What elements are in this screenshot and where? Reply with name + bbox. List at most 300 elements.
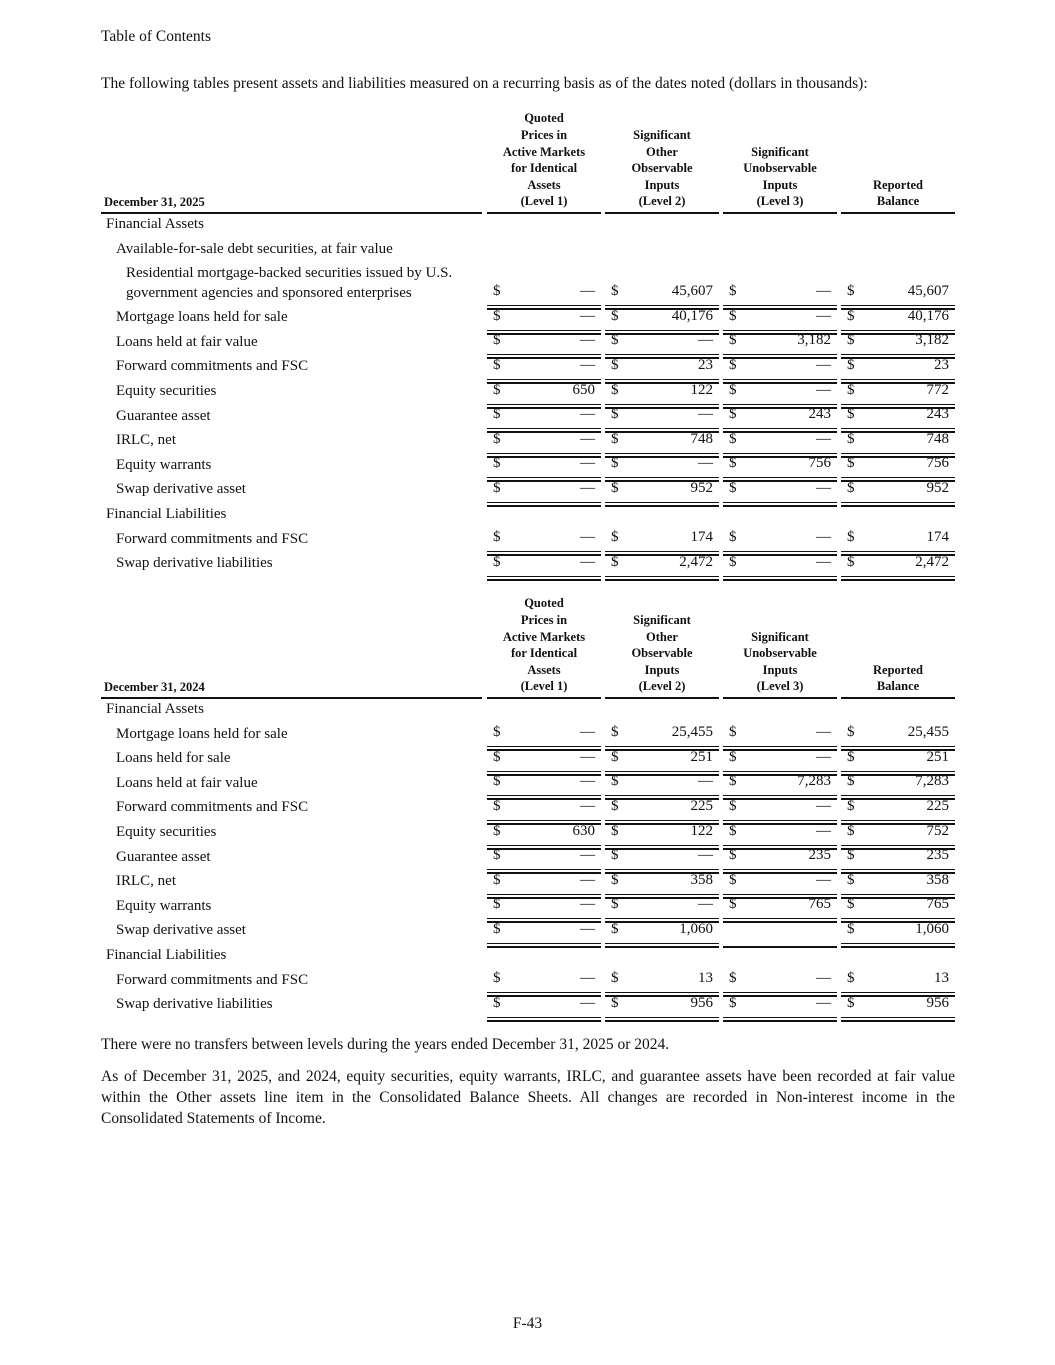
value-cell-l2 xyxy=(605,872,719,892)
column-header-line: Active Markets xyxy=(502,629,586,644)
cell-value: 748 xyxy=(690,430,713,447)
value-cell-bal xyxy=(841,773,955,793)
single-underline xyxy=(841,1017,955,1018)
currency-symbol: $ xyxy=(493,455,501,472)
row-label: Equity securities xyxy=(116,382,217,399)
cell-value: — xyxy=(816,822,831,839)
currency-symbol: $ xyxy=(729,479,737,496)
value-cell-l1 xyxy=(487,431,601,451)
double-underline xyxy=(841,579,955,581)
cell-value: 40,176 xyxy=(671,307,713,324)
currency-symbol: $ xyxy=(493,920,501,937)
table-row xyxy=(101,354,955,379)
currency-symbol: $ xyxy=(847,307,855,324)
column-header-line: Inputs xyxy=(644,662,680,677)
row-label: Loans held at fair value xyxy=(116,774,258,791)
currency-symbol: $ xyxy=(847,406,855,423)
value-cell-l1 xyxy=(487,332,601,352)
cell-value: 13 xyxy=(934,970,949,987)
currency-symbol: $ xyxy=(847,332,855,349)
value-cell-l3 xyxy=(723,332,837,352)
currency-symbol: $ xyxy=(729,896,737,913)
table-row xyxy=(101,330,955,355)
column-header-balance xyxy=(841,177,955,210)
currency-symbol: $ xyxy=(611,773,619,790)
value-cell-l3 xyxy=(723,970,837,990)
value-cell-l1 xyxy=(487,529,601,549)
cell-value: 3,182 xyxy=(797,332,831,349)
currency-symbol: $ xyxy=(611,479,619,496)
table-row xyxy=(101,404,955,429)
table-row xyxy=(101,771,955,796)
cell-value: — xyxy=(816,529,831,546)
cell-value: — xyxy=(580,871,595,888)
currency-symbol: $ xyxy=(493,406,501,423)
cell-value: — xyxy=(580,479,595,496)
cell-value: — xyxy=(580,332,595,349)
currency-symbol: $ xyxy=(847,553,855,570)
cell-value: — xyxy=(580,283,595,300)
table-row xyxy=(101,428,955,453)
afs-subheader xyxy=(101,237,955,262)
section-label: Financial Assets xyxy=(106,216,204,232)
row-label: Loans held for sale xyxy=(116,750,231,767)
cell-value: — xyxy=(580,356,595,373)
value-cell-l1 xyxy=(487,995,601,1015)
value-cell-l1 xyxy=(487,872,601,892)
column-header-line: Balance xyxy=(876,679,920,694)
value-cell-l3 xyxy=(723,823,837,843)
cell-value: 7,283 xyxy=(915,773,949,790)
currency-symbol: $ xyxy=(611,724,619,741)
column-header-line: Unobservable xyxy=(743,646,817,661)
column-header-line: Other xyxy=(646,144,678,159)
table-row xyxy=(101,845,955,870)
value-cell-bal xyxy=(841,872,955,892)
value-cell-l1 xyxy=(487,773,601,793)
cell-value: — xyxy=(580,994,595,1011)
single-underline xyxy=(605,1017,719,1018)
value-cell-l2 xyxy=(605,332,719,352)
currency-symbol: $ xyxy=(847,748,855,765)
cell-value: — xyxy=(580,896,595,913)
value-cell-bal xyxy=(841,896,955,916)
section-label: Financial Liabilities xyxy=(106,505,227,522)
value-cell-bal xyxy=(841,332,955,352)
column-header-line: Inputs xyxy=(762,662,798,677)
note-other-assets: As of December 31, 2025, and 2024, equity securities, equity warrants, IRLC, and guarantee assets have been recorded at fair value within the Other assets line item in the Consolidated Balance Sheets. All changes are recorded in Non-interest income in the Consolidated Statements of Income. xyxy=(101,1068,955,1127)
currency-symbol: $ xyxy=(729,871,737,888)
value-cell-bal xyxy=(841,431,955,451)
cell-value: — xyxy=(698,406,713,423)
cell-value: 3,182 xyxy=(915,332,949,349)
value-cell-bal xyxy=(841,823,955,843)
cell-value: — xyxy=(580,748,595,765)
currency-symbol: $ xyxy=(611,332,619,349)
table-date: December 31, 2024 xyxy=(104,680,205,694)
column-header-line: Quoted xyxy=(524,111,564,126)
value-cell-l2 xyxy=(605,995,719,1015)
single-underline xyxy=(487,1017,601,1018)
value-cell-bal xyxy=(841,357,955,377)
row-label: Swap derivative liabilities xyxy=(116,996,273,1013)
currency-symbol: $ xyxy=(729,847,737,864)
value-cell-l3 xyxy=(723,529,837,549)
value-cell-l2 xyxy=(605,406,719,426)
table-of-contents-link[interactable]: Table of Contents xyxy=(101,28,211,45)
value-cell-bal xyxy=(841,749,955,769)
single-underline xyxy=(841,576,955,577)
table-header xyxy=(101,597,955,697)
currency-symbol: $ xyxy=(611,994,619,1011)
currency-symbol: $ xyxy=(611,822,619,839)
currency-symbol: $ xyxy=(611,307,619,324)
value-cell-bal xyxy=(841,529,955,549)
currency-symbol: $ xyxy=(729,970,737,987)
cell-value: — xyxy=(816,797,831,814)
value-cell-bal xyxy=(841,480,955,500)
cell-value: — xyxy=(698,773,713,790)
cell-value: 45,607 xyxy=(671,283,713,300)
table-row xyxy=(101,379,955,404)
column-header-line: Other xyxy=(646,629,678,644)
value-cell-l2 xyxy=(605,724,719,744)
single-underline xyxy=(723,1017,837,1018)
column-header-line: Inputs xyxy=(762,177,798,192)
cell-value: 243 xyxy=(808,406,831,423)
column-header-line: Balance xyxy=(876,194,920,209)
column-header-level2 xyxy=(605,612,719,695)
cell-value: — xyxy=(580,529,595,546)
column-header-level1 xyxy=(487,595,601,695)
value-cell-bal xyxy=(841,970,955,990)
row-label: Forward commitments and FSC xyxy=(116,358,309,375)
cell-value: — xyxy=(816,307,831,324)
cell-value: 952 xyxy=(690,479,713,496)
cell-value: 251 xyxy=(690,748,713,765)
double-underline xyxy=(723,579,837,581)
row-label: Forward commitments and FSC xyxy=(116,799,309,816)
cell-value: — xyxy=(816,479,831,496)
cell-value: 772 xyxy=(926,381,949,398)
row-label: IRLC, net xyxy=(116,432,176,449)
double-underline xyxy=(487,579,601,581)
cell-value: 358 xyxy=(690,871,713,888)
cell-value: — xyxy=(580,847,595,864)
value-cell-l2 xyxy=(605,970,719,990)
cell-value: 225 xyxy=(690,797,713,814)
currency-symbol: $ xyxy=(493,970,501,987)
value-cell-l1 xyxy=(487,823,601,843)
table-row xyxy=(101,869,955,894)
double-underline xyxy=(723,1020,837,1022)
cell-value: 752 xyxy=(926,822,949,839)
column-header-line: Significant xyxy=(751,629,809,644)
value-cell-l1 xyxy=(487,480,601,500)
value-cell-l3 xyxy=(723,554,837,574)
column-header-line: Significant xyxy=(633,613,691,628)
currency-symbol: $ xyxy=(729,381,737,398)
value-cell-bal xyxy=(841,455,955,475)
column-header-line: (Level 3) xyxy=(756,194,804,209)
currency-symbol: $ xyxy=(493,896,501,913)
currency-symbol: $ xyxy=(847,479,855,496)
cell-value: — xyxy=(816,356,831,373)
value-cell-l3 xyxy=(723,921,837,941)
currency-symbol: $ xyxy=(729,822,737,839)
cell-value: 235 xyxy=(808,847,831,864)
currency-symbol: $ xyxy=(847,773,855,790)
double-underline xyxy=(605,1020,719,1022)
cell-value: 25,455 xyxy=(907,724,949,741)
section-label: Financial Liabilities xyxy=(106,946,227,963)
value-cell-l1 xyxy=(487,406,601,426)
row-label: Guarantee asset xyxy=(116,407,211,424)
note-no-transfers: There were no transfers between levels during the years ended December 31, 2025 or 2024. xyxy=(101,1036,670,1053)
currency-symbol: $ xyxy=(729,724,737,741)
value-cell-l3 xyxy=(723,357,837,377)
table-row xyxy=(101,722,955,747)
value-cell-l1 xyxy=(487,724,601,744)
table-row xyxy=(101,261,955,305)
cell-value: 756 xyxy=(926,455,949,472)
currency-symbol: $ xyxy=(847,529,855,546)
cell-value: 45,607 xyxy=(907,283,949,300)
cell-value: 756 xyxy=(808,455,831,472)
single-underline xyxy=(723,576,837,577)
currency-symbol: $ xyxy=(611,847,619,864)
currency-symbol: $ xyxy=(729,553,737,570)
table-row xyxy=(101,527,955,552)
cell-value: — xyxy=(580,970,595,987)
currency-symbol: $ xyxy=(729,430,737,447)
value-cell-bal xyxy=(841,798,955,818)
cell-value: 765 xyxy=(808,896,831,913)
value-cell-l2 xyxy=(605,749,719,769)
double-underline xyxy=(605,579,719,581)
cell-value: 2,472 xyxy=(679,553,713,570)
column-header-line: Significant xyxy=(633,128,691,143)
value-cell-bal xyxy=(841,724,955,744)
value-cell-l3 xyxy=(723,382,837,402)
row-label: IRLC, net xyxy=(116,873,176,890)
currency-symbol: $ xyxy=(493,283,501,300)
cell-value: 40,176 xyxy=(907,307,949,324)
currency-symbol: $ xyxy=(847,430,855,447)
currency-symbol: $ xyxy=(729,773,737,790)
cell-value: 650 xyxy=(572,381,595,398)
currency-symbol: $ xyxy=(847,283,855,300)
column-header-line: Observable xyxy=(631,646,693,661)
row-label: Equity securities xyxy=(116,823,217,840)
section-label: Financial Assets xyxy=(106,701,204,717)
currency-symbol: $ xyxy=(493,356,501,373)
currency-symbol: $ xyxy=(847,381,855,398)
cell-value: 23 xyxy=(698,356,713,373)
currency-symbol: $ xyxy=(493,529,501,546)
currency-symbol: $ xyxy=(611,553,619,570)
table-row xyxy=(101,305,955,330)
section-label: Available-for-sale debt securities, at fair value xyxy=(116,240,393,257)
currency-symbol: $ xyxy=(847,822,855,839)
currency-symbol: $ xyxy=(847,970,855,987)
column-header-line: (Level 2) xyxy=(638,679,686,694)
cell-value: 174 xyxy=(926,529,949,546)
currency-symbol: $ xyxy=(611,283,619,300)
currency-symbol: $ xyxy=(611,797,619,814)
value-cell-l2 xyxy=(605,823,719,843)
table-date: December 31, 2025 xyxy=(104,195,205,209)
cell-value: — xyxy=(580,797,595,814)
cell-value: — xyxy=(816,553,831,570)
cell-value: 748 xyxy=(926,430,949,447)
value-cell-l3 xyxy=(723,455,837,475)
row-label: Swap derivative asset xyxy=(116,481,246,498)
column-header-line: Reported xyxy=(873,177,923,192)
value-cell-l1 xyxy=(487,283,601,303)
value-cell-l2 xyxy=(605,896,719,916)
currency-symbol: $ xyxy=(493,822,501,839)
section-financial-liabilities xyxy=(101,502,955,527)
currency-symbol: $ xyxy=(847,797,855,814)
currency-symbol: $ xyxy=(611,381,619,398)
column-header-line: Unobservable xyxy=(743,161,817,176)
value-cell-l1 xyxy=(487,921,601,941)
cell-value: 630 xyxy=(572,822,595,839)
cell-value: — xyxy=(580,455,595,472)
row-label: Guarantee asset xyxy=(116,848,211,865)
value-cell-bal xyxy=(841,995,955,1015)
currency-symbol: $ xyxy=(729,994,737,1011)
currency-symbol: $ xyxy=(611,748,619,765)
fair-value-table-2024 xyxy=(101,597,955,1017)
row-label-line: Residential mortgage-backed securities issued by U.S. xyxy=(126,265,453,282)
currency-symbol: $ xyxy=(493,479,501,496)
value-cell-l3 xyxy=(723,283,837,303)
value-cell-l1 xyxy=(487,357,601,377)
currency-symbol: $ xyxy=(847,724,855,741)
currency-symbol: $ xyxy=(493,553,501,570)
cell-value: 1,060 xyxy=(915,920,949,937)
value-cell-l2 xyxy=(605,308,719,328)
value-cell-l3 xyxy=(723,896,837,916)
currency-symbol: $ xyxy=(729,406,737,423)
cell-value: 23 xyxy=(934,356,949,373)
currency-symbol: $ xyxy=(493,724,501,741)
cell-value: 25,455 xyxy=(671,724,713,741)
table-row xyxy=(101,477,955,502)
value-cell-l1 xyxy=(487,382,601,402)
cell-value: — xyxy=(580,773,595,790)
value-cell-l2 xyxy=(605,554,719,574)
currency-symbol: $ xyxy=(493,994,501,1011)
currency-symbol: $ xyxy=(493,847,501,864)
value-cell-l1 xyxy=(487,970,601,990)
cell-value: 174 xyxy=(690,529,713,546)
currency-symbol: $ xyxy=(847,920,855,937)
value-cell-l3 xyxy=(723,773,837,793)
cell-value: — xyxy=(698,332,713,349)
value-cell-l2 xyxy=(605,529,719,549)
currency-symbol: $ xyxy=(847,896,855,913)
cell-value: 251 xyxy=(926,748,949,765)
table-row xyxy=(101,795,955,820)
row-label: Mortgage loans held for sale xyxy=(116,725,288,742)
currency-symbol: $ xyxy=(611,430,619,447)
row-label: Equity warrants xyxy=(116,456,212,473)
currency-symbol: $ xyxy=(847,356,855,373)
cell-value: — xyxy=(816,283,831,300)
cell-value: 122 xyxy=(690,381,713,398)
value-cell-l3 xyxy=(723,749,837,769)
single-underline xyxy=(605,576,719,577)
column-header-level1 xyxy=(487,110,601,210)
cell-value: 225 xyxy=(926,797,949,814)
value-cell-bal xyxy=(841,847,955,867)
value-cell-l1 xyxy=(487,749,601,769)
cell-value: — xyxy=(580,724,595,741)
currency-symbol: $ xyxy=(729,748,737,765)
cell-value: 765 xyxy=(926,896,949,913)
cell-value: — xyxy=(698,896,713,913)
currency-symbol: $ xyxy=(493,430,501,447)
value-cell-l2 xyxy=(605,773,719,793)
value-cell-l3 xyxy=(723,406,837,426)
value-cell-bal xyxy=(841,406,955,426)
cell-value: — xyxy=(816,994,831,1011)
cell-value: 2,472 xyxy=(915,553,949,570)
column-header-line: (Level 1) xyxy=(520,194,568,209)
cell-value: — xyxy=(580,553,595,570)
table-row xyxy=(101,968,955,993)
value-cell-l2 xyxy=(605,480,719,500)
column-header-line: for Identical xyxy=(510,646,578,661)
currency-symbol: $ xyxy=(729,283,737,300)
currency-symbol: $ xyxy=(611,356,619,373)
column-header-line: Significant xyxy=(751,144,809,159)
cell-value: 243 xyxy=(926,406,949,423)
intro-paragraph: The following tables present assets and liabilities measured on a recurring basis as of the dates noted (dollars in thousands): xyxy=(101,75,868,92)
table-row xyxy=(101,746,955,771)
currency-symbol: $ xyxy=(611,896,619,913)
column-header-line: Prices in xyxy=(520,613,568,628)
currency-symbol: $ xyxy=(493,381,501,398)
column-header-line: Inputs xyxy=(644,177,680,192)
value-cell-l2 xyxy=(605,921,719,941)
cell-value: 7,283 xyxy=(797,773,831,790)
value-cell-l3 xyxy=(723,995,837,1015)
cell-value: 122 xyxy=(690,822,713,839)
value-cell-l3 xyxy=(723,431,837,451)
value-cell-l2 xyxy=(605,382,719,402)
fair-value-table-2025 xyxy=(101,112,955,576)
section-financial-liabilities xyxy=(101,943,955,968)
column-header-line: for Identical xyxy=(510,161,578,176)
cell-value: — xyxy=(580,307,595,324)
column-header-line: Assets xyxy=(527,662,561,677)
currency-symbol: $ xyxy=(729,529,737,546)
currency-symbol: $ xyxy=(493,797,501,814)
currency-symbol: $ xyxy=(493,332,501,349)
cell-value: 358 xyxy=(926,871,949,888)
currency-symbol: $ xyxy=(611,529,619,546)
value-cell-bal xyxy=(841,921,955,941)
cell-value: — xyxy=(816,430,831,447)
currency-symbol: $ xyxy=(611,455,619,472)
column-header-line: Reported xyxy=(873,662,923,677)
currency-symbol: $ xyxy=(729,307,737,324)
value-cell-l3 xyxy=(723,480,837,500)
